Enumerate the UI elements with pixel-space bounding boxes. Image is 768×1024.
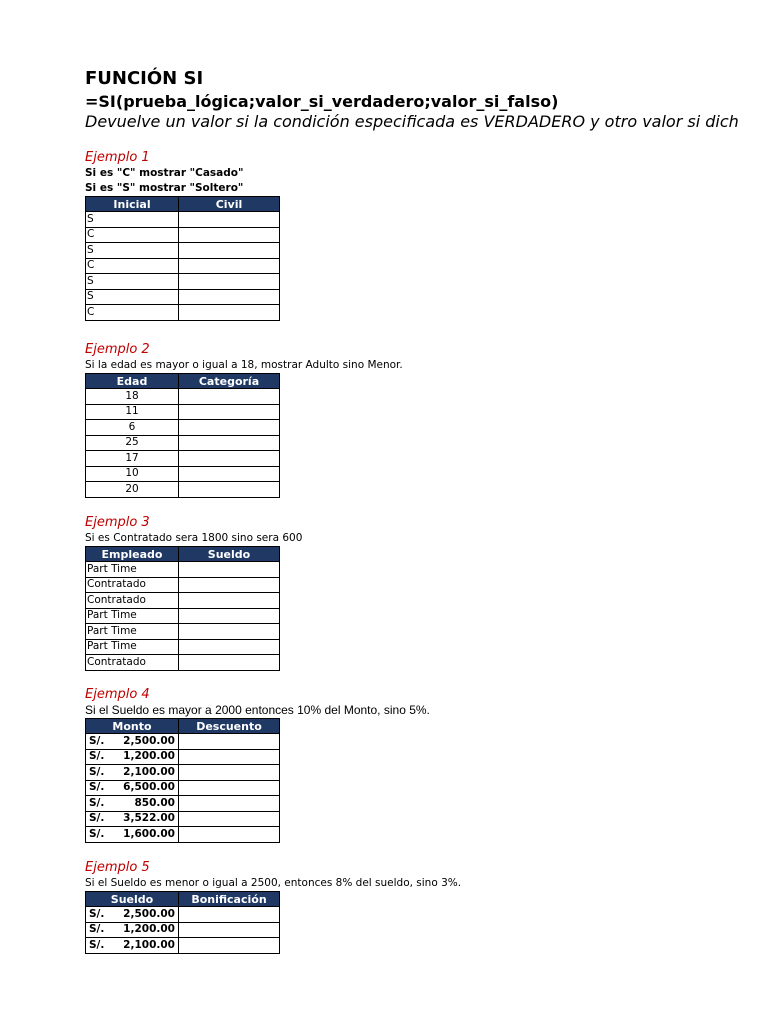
table-row (86, 482, 280, 498)
example-4-table (85, 718, 280, 843)
cell-monto[interactable] (86, 749, 179, 765)
cell-sueldo[interactable] (179, 639, 280, 655)
table-row (86, 420, 280, 436)
table-row (86, 227, 280, 243)
cell-inicial[interactable]: C (86, 258, 179, 274)
table-row (86, 922, 280, 938)
formula-syntax: =SI(prueba_lógica;valor_si_verdadero;valor_si_falso) (85, 92, 559, 111)
cell-sueldo[interactable] (86, 938, 179, 954)
currency-symbol: S/. (89, 923, 105, 936)
currency-symbol: S/. (89, 750, 105, 763)
cell-civil[interactable] (179, 243, 280, 259)
column-header-inicial[interactable]: Inicial (86, 197, 179, 212)
cell-edad[interactable]: 17 (86, 451, 179, 467)
example-title: Ejemplo 2 (85, 342, 150, 357)
cell-categoria[interactable] (179, 404, 280, 420)
column-header-empleado[interactable]: Empleado (86, 547, 179, 562)
cell-inicial[interactable]: S (86, 289, 179, 305)
cell-categoria[interactable] (179, 451, 280, 467)
column-header-edad[interactable]: Edad (86, 374, 179, 389)
cell-edad[interactable]: 25 (86, 435, 179, 451)
amount-value: 850.00 (134, 796, 175, 809)
example-note: Si el Sueldo es mayor a 2000 entonces 10% del Monto, sino 5%. (85, 703, 430, 717)
cell-descuento[interactable] (179, 780, 280, 796)
cell-monto[interactable] (86, 734, 179, 750)
cell-descuento[interactable] (179, 827, 280, 843)
page-title: FUNCIÓN SI (85, 68, 204, 89)
cell-inicial[interactable]: C (86, 305, 179, 321)
function-description: Devuelve un valor si la condición especificada es VERDADERO y otro valor si dich (85, 112, 739, 131)
table-row (86, 655, 280, 671)
example-note: Si es "S" mostrar "Soltero" (85, 182, 244, 194)
cell-civil[interactable] (179, 227, 280, 243)
cell-descuento[interactable] (179, 765, 280, 781)
table-row (86, 243, 280, 259)
example-2 (85, 342, 403, 498)
amount-value: 2,500.00 (123, 734, 175, 747)
cell-sueldo[interactable] (179, 577, 280, 593)
table-row (86, 624, 280, 640)
cell-empleado[interactable]: Contratado (86, 577, 179, 593)
example-title: Ejemplo 3 (85, 515, 150, 530)
table-row (86, 305, 280, 321)
table-row (86, 451, 280, 467)
example-3 (85, 515, 302, 671)
currency-symbol: S/. (89, 765, 105, 778)
currency-symbol: S/. (89, 827, 105, 840)
table-row (86, 212, 280, 228)
amount-value: 2,100.00 (123, 938, 175, 951)
table-row (86, 796, 280, 812)
table-row (86, 389, 280, 405)
table-row (86, 593, 280, 609)
cell-categoria[interactable] (179, 420, 280, 436)
cell-civil[interactable] (179, 289, 280, 305)
currency-symbol: S/. (89, 907, 105, 920)
cell-edad[interactable]: 20 (86, 482, 179, 498)
cell-bonificacion[interactable] (179, 938, 280, 954)
currency-symbol: S/. (89, 812, 105, 825)
cell-sueldo[interactable] (179, 655, 280, 671)
example-title: Ejemplo 5 (85, 860, 150, 875)
cell-descuento[interactable] (179, 796, 280, 812)
table-row (86, 811, 280, 827)
table-row (86, 466, 280, 482)
example-note: Si es Contratado sera 1800 sino sera 600 (85, 532, 303, 544)
table-row (86, 827, 280, 843)
column-header-descuento[interactable]: Descuento (179, 719, 280, 734)
cell-categoria[interactable] (179, 482, 280, 498)
example-5-table (85, 891, 280, 954)
example-note: Si es "C" mostrar "Casado" (85, 167, 244, 179)
example-2-table (85, 373, 280, 498)
currency-symbol: S/. (89, 781, 105, 794)
cell-empleado[interactable]: Part Time (86, 608, 179, 624)
cell-categoria[interactable] (179, 466, 280, 482)
cell-sueldo[interactable] (86, 907, 179, 923)
cell-empleado[interactable]: Contratado (86, 655, 179, 671)
cell-sueldo[interactable] (179, 608, 280, 624)
cell-bonificacion[interactable] (179, 922, 280, 938)
table-row (86, 404, 280, 420)
table-row (86, 734, 280, 750)
cell-civil[interactable] (179, 274, 280, 290)
amount-value: 1,200.00 (123, 923, 175, 936)
table-row (86, 258, 280, 274)
example-1 (85, 150, 280, 321)
cell-edad[interactable]: 6 (86, 420, 179, 436)
cell-empleado[interactable]: Contratado (86, 593, 179, 609)
table-row (86, 938, 280, 954)
cell-monto[interactable] (86, 796, 179, 812)
example-note: Si el Sueldo es menor o igual a 2500, entonces 8% del sueldo, sino 3%. (85, 877, 462, 889)
cell-inicial[interactable]: C (86, 227, 179, 243)
example-3-table (85, 546, 280, 671)
cell-descuento[interactable] (179, 811, 280, 827)
table-row (86, 577, 280, 593)
table-row (86, 780, 280, 796)
cell-empleado[interactable]: Part Time (86, 624, 179, 640)
cell-monto[interactable] (86, 765, 179, 781)
table-row (86, 765, 280, 781)
cell-sueldo[interactable] (179, 562, 280, 578)
table-row (86, 289, 280, 305)
example-5 (85, 860, 461, 954)
example-title: Ejemplo 4 (85, 687, 150, 702)
cell-sueldo[interactable] (179, 593, 280, 609)
cell-inicial[interactable]: S (86, 212, 179, 228)
currency-symbol: S/. (89, 796, 105, 809)
amount-value: 6,500.00 (123, 781, 175, 794)
cell-edad[interactable]: 11 (86, 404, 179, 420)
column-header-bonificacion[interactable]: Bonificación (179, 892, 280, 907)
cell-inicial[interactable]: S (86, 243, 179, 259)
amount-value: 1,200.00 (123, 750, 175, 763)
cell-civil[interactable] (179, 258, 280, 274)
cell-monto[interactable] (86, 780, 179, 796)
cell-categoria[interactable] (179, 435, 280, 451)
cell-inicial[interactable]: S (86, 274, 179, 290)
cell-sueldo[interactable] (179, 624, 280, 640)
cell-edad[interactable]: 18 (86, 389, 179, 405)
amount-value: 1,600.00 (123, 827, 175, 840)
cell-sueldo[interactable] (86, 922, 179, 938)
cell-empleado[interactable]: Part Time (86, 562, 179, 578)
cell-bonificacion[interactable] (179, 907, 280, 923)
cell-descuento[interactable] (179, 734, 280, 750)
amount-value: 2,500.00 (123, 907, 175, 920)
cell-civil[interactable] (179, 305, 280, 321)
column-header-categoria[interactable]: Categoría (179, 374, 280, 389)
cell-empleado[interactable]: Part Time (86, 639, 179, 655)
amount-value: 3,522.00 (123, 812, 175, 825)
currency-symbol: S/. (89, 938, 105, 951)
cell-monto[interactable] (86, 811, 179, 827)
column-header-civil[interactable]: Civil (179, 197, 280, 212)
table-row (86, 907, 280, 923)
currency-symbol: S/. (89, 734, 105, 747)
cell-descuento[interactable] (179, 749, 280, 765)
cell-categoria[interactable] (179, 389, 280, 405)
column-header-sueldo[interactable]: Sueldo (86, 892, 179, 907)
table-row (86, 749, 280, 765)
cell-civil[interactable] (179, 212, 280, 228)
example-title: Ejemplo 1 (85, 150, 150, 165)
cell-monto[interactable] (86, 827, 179, 843)
cell-edad[interactable]: 10 (86, 466, 179, 482)
column-header-monto[interactable]: Monto (86, 719, 179, 734)
example-1-table (85, 196, 280, 321)
example-4 (85, 687, 430, 843)
table-row (86, 639, 280, 655)
table-row (86, 274, 280, 290)
example-note: Si la edad es mayor o igual a 18, mostrar Adulto sino Menor. (85, 359, 403, 371)
table-row (86, 435, 280, 451)
table-row (86, 608, 280, 624)
column-header-sueldo[interactable]: Sueldo (179, 547, 280, 562)
amount-value: 2,100.00 (123, 765, 175, 778)
table-row (86, 562, 280, 578)
